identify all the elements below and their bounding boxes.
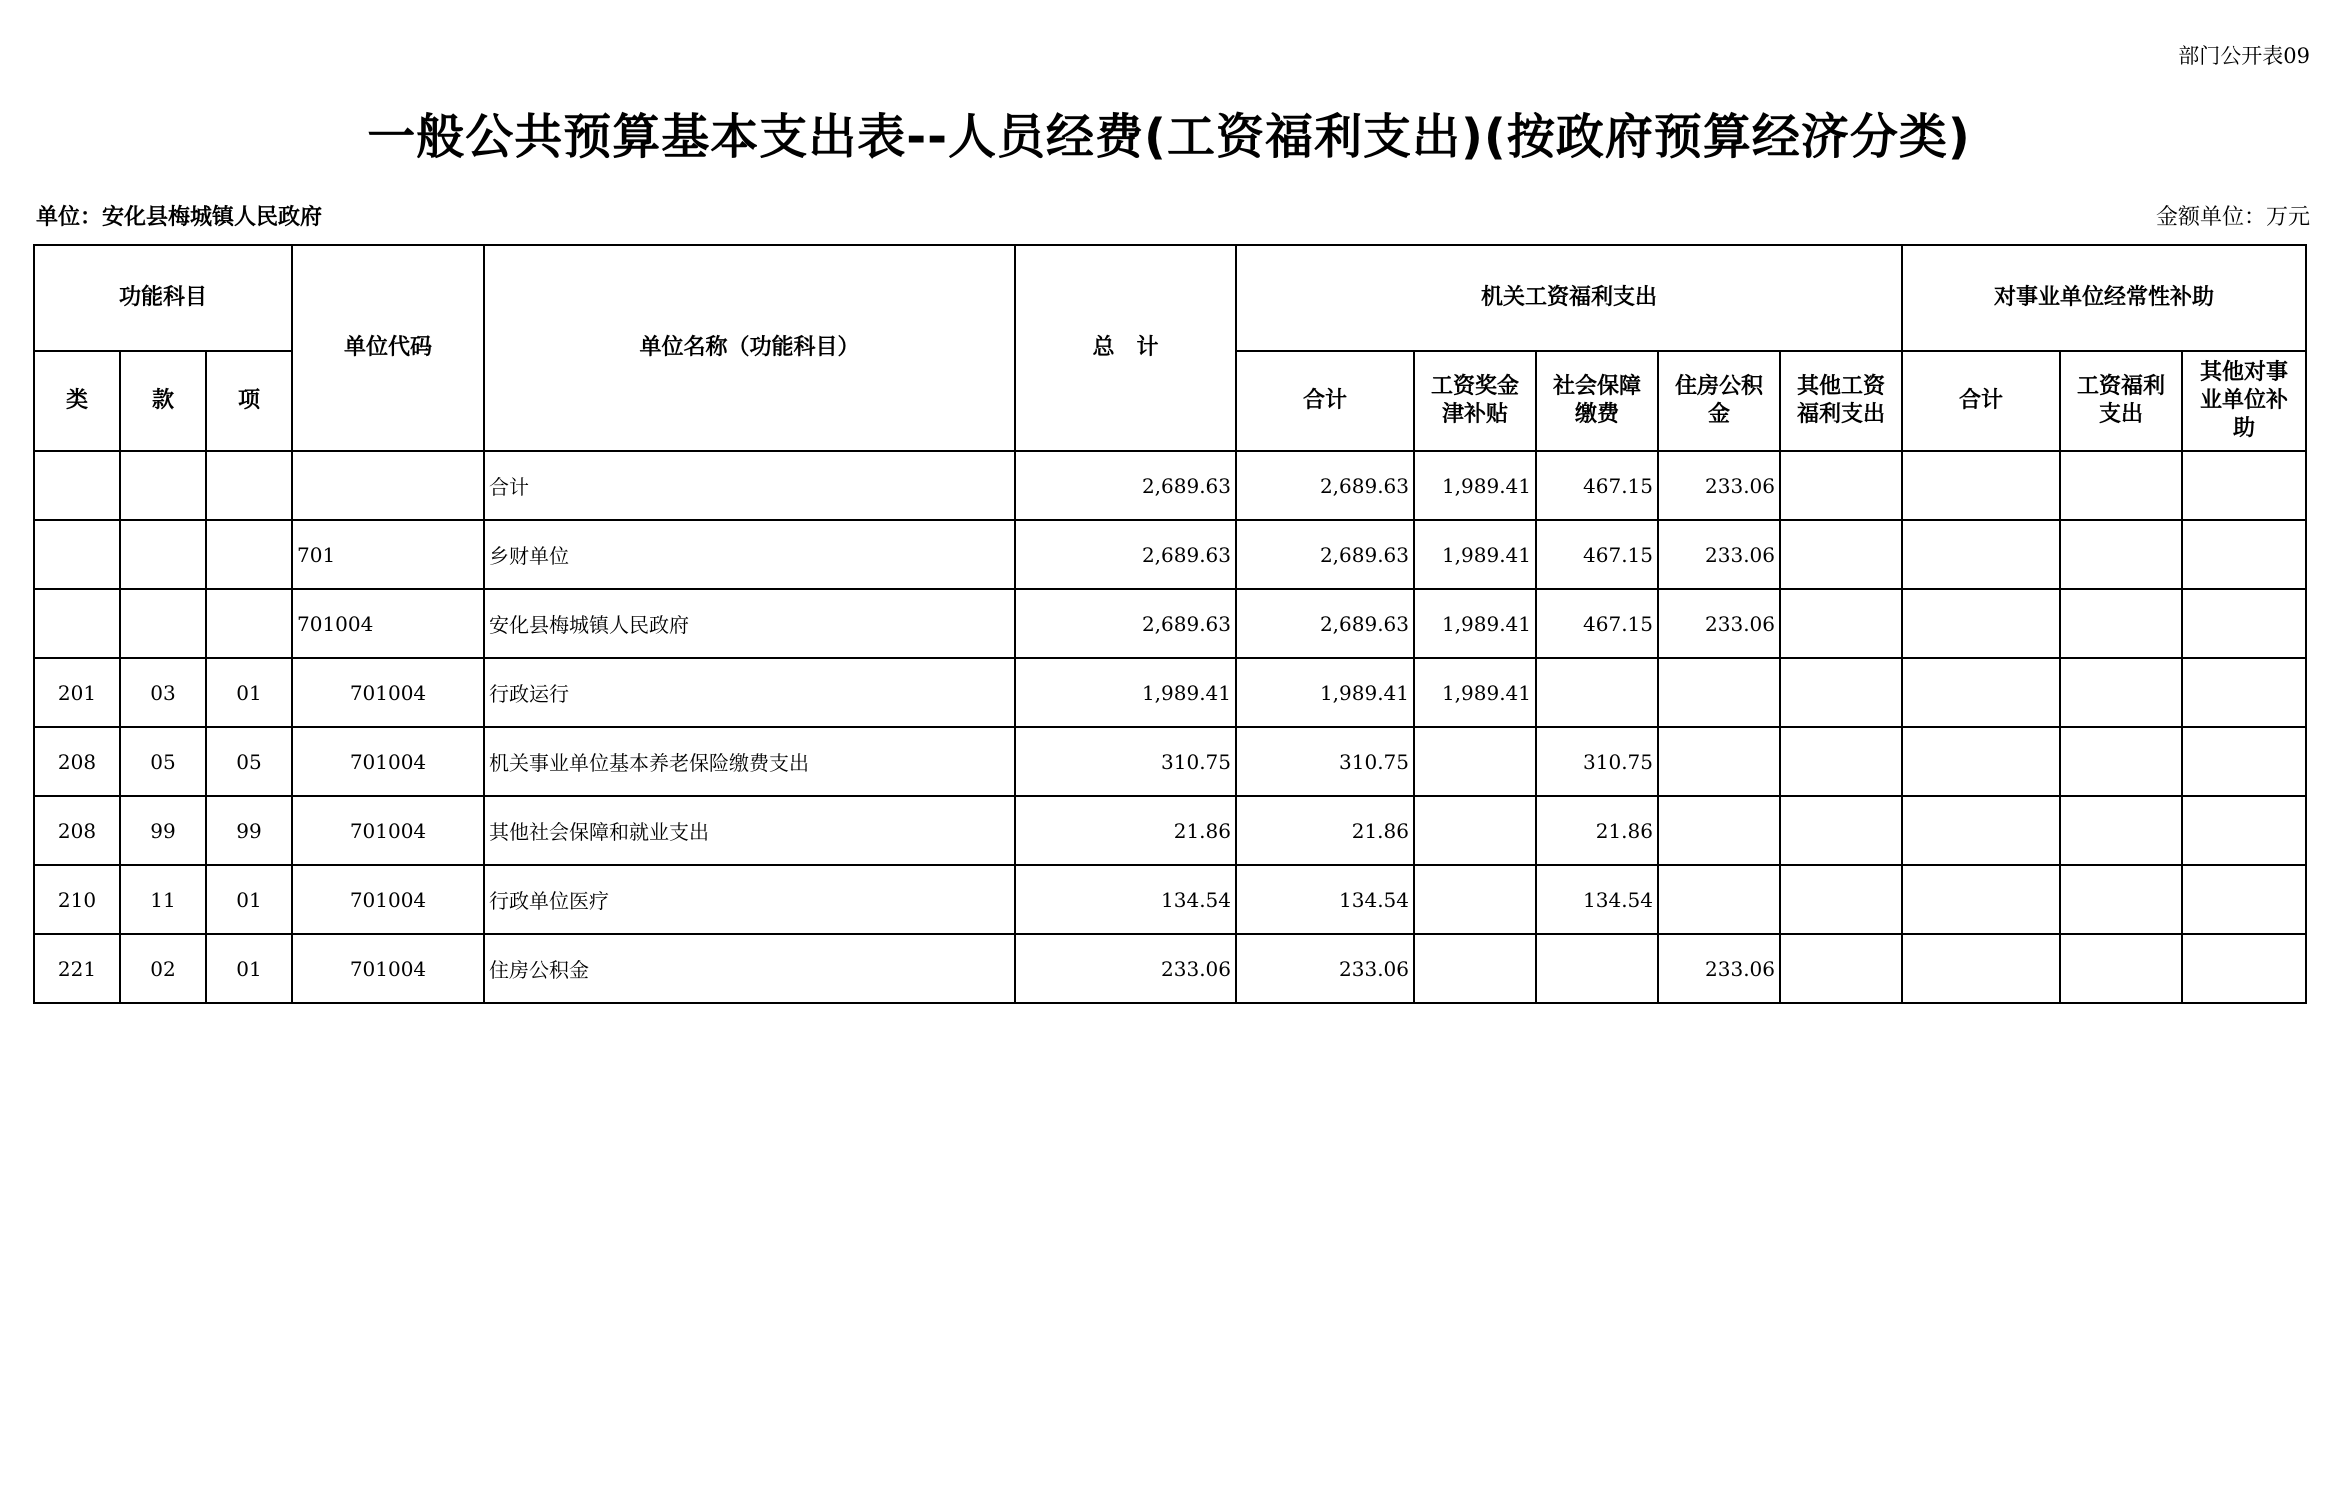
cell-jg-housing <box>1658 865 1780 934</box>
table-row <box>34 934 2306 1003</box>
cell-sy-wage <box>2060 727 2182 796</box>
cell-code: 701004 <box>292 727 484 796</box>
cell-jg-other <box>1780 865 1902 934</box>
cell-name: 乡财单位 <box>484 520 1015 589</box>
cell-xiang: 99 <box>206 796 292 865</box>
unit-line <box>36 200 322 231</box>
cell-lei: 210 <box>34 865 120 934</box>
cell-lei: 208 <box>34 727 120 796</box>
cell-sy-other <box>2182 589 2306 658</box>
cell-jg-other <box>1780 727 1902 796</box>
cell-code <box>292 451 484 520</box>
cell-jg-social: 134.54 <box>1536 865 1658 934</box>
cell-sy-wage <box>2060 589 2182 658</box>
header-kuan: 款 <box>120 351 206 451</box>
cell-sy-total <box>1902 934 2060 1003</box>
header-sy-wage: 工资福利支出 <box>2060 351 2182 451</box>
cell-jg-total: 233.06 <box>1236 934 1414 1003</box>
cell-name: 安化县梅城镇人民政府 <box>484 589 1015 658</box>
header-sy-total: 合计 <box>1902 351 2060 451</box>
table-row <box>34 796 2306 865</box>
cell-total: 1,989.41 <box>1015 658 1236 727</box>
unit-label: 单位： <box>36 205 103 230</box>
cell-jg-other <box>1780 589 1902 658</box>
cell-total: 2,689.63 <box>1015 451 1236 520</box>
cell-jg-total: 2,689.63 <box>1236 520 1414 589</box>
budget-table <box>33 244 2307 1004</box>
cell-jg-social: 467.15 <box>1536 451 1658 520</box>
cell-sy-total <box>1902 796 2060 865</box>
cell-total: 233.06 <box>1015 934 1236 1003</box>
cell-xiang: 01 <box>206 865 292 934</box>
form-number: 部门公开表09 <box>2178 44 2310 68</box>
cell-xiang: 01 <box>206 658 292 727</box>
cell-jg-other <box>1780 451 1902 520</box>
cell-name: 机关事业单位基本养老保险缴费支出 <box>484 727 1015 796</box>
cell-sy-other <box>2182 658 2306 727</box>
header-jg-wage: 工资奖金津补贴 <box>1414 351 1536 451</box>
header-lei: 类 <box>34 351 120 451</box>
header-unit-name: 单位名称（功能科目） <box>484 245 1015 451</box>
cell-jg-housing: 233.06 <box>1658 451 1780 520</box>
cell-lei <box>34 520 120 589</box>
cell-xiang: 05 <box>206 727 292 796</box>
cell-sy-total <box>1902 451 2060 520</box>
unit-name: 安化县梅城镇人民政府 <box>102 205 323 230</box>
cell-kuan: 99 <box>120 796 206 865</box>
cell-sy-wage <box>2060 865 2182 934</box>
header-jg-total: 合计 <box>1236 351 1414 451</box>
cell-sy-wage <box>2060 934 2182 1003</box>
cell-name: 其他社会保障和就业支出 <box>484 796 1015 865</box>
cell-jg-social: 310.75 <box>1536 727 1658 796</box>
cell-jg-housing: 233.06 <box>1658 520 1780 589</box>
cell-jg-housing <box>1658 658 1780 727</box>
cell-sy-total <box>1902 520 2060 589</box>
cell-jg-wage: 1,989.41 <box>1414 520 1536 589</box>
cell-jg-other <box>1780 796 1902 865</box>
cell-total: 2,689.63 <box>1015 520 1236 589</box>
cell-lei: 208 <box>34 796 120 865</box>
cell-jg-wage: 1,989.41 <box>1414 589 1536 658</box>
header-sy-other: 其他对事业单位补助 <box>2182 351 2306 451</box>
cell-jg-wage <box>1414 934 1536 1003</box>
page-title: 一般公共预算基本支出表--人员经费(工资福利支出)(按政府预算经济分类) <box>367 109 1971 165</box>
cell-code: 701004 <box>292 934 484 1003</box>
header-shiye: 对事业单位经常性补助 <box>1902 245 2306 351</box>
cell-sy-wage <box>2060 520 2182 589</box>
table-row <box>34 865 2306 934</box>
cell-sy-wage <box>2060 658 2182 727</box>
cell-jg-total: 134.54 <box>1236 865 1414 934</box>
header-unit-code: 单位代码 <box>292 245 484 451</box>
table-row <box>34 451 2306 520</box>
cell-jg-social <box>1536 658 1658 727</box>
cell-jg-total: 310.75 <box>1236 727 1414 796</box>
cell-kuan: 02 <box>120 934 206 1003</box>
cell-sy-wage <box>2060 451 2182 520</box>
cell-jg-housing: 233.06 <box>1658 589 1780 658</box>
cell-name: 住房公积金 <box>484 934 1015 1003</box>
cell-sy-total <box>1902 589 2060 658</box>
cell-jg-total: 2,689.63 <box>1236 589 1414 658</box>
cell-jg-wage: 1,989.41 <box>1414 451 1536 520</box>
cell-sy-other <box>2182 796 2306 865</box>
cell-lei <box>34 451 120 520</box>
cell-sy-total <box>1902 865 2060 934</box>
cell-jg-total: 2,689.63 <box>1236 451 1414 520</box>
cell-sy-total <box>1902 727 2060 796</box>
cell-lei: 201 <box>34 658 120 727</box>
cell-name: 行政运行 <box>484 658 1015 727</box>
cell-xiang: 01 <box>206 934 292 1003</box>
cell-kuan: 11 <box>120 865 206 934</box>
cell-sy-other <box>2182 451 2306 520</box>
cell-jg-wage <box>1414 796 1536 865</box>
cell-sy-other <box>2182 865 2306 934</box>
cell-jg-housing <box>1658 796 1780 865</box>
cell-sy-other <box>2182 727 2306 796</box>
cell-kuan: 05 <box>120 727 206 796</box>
header-total: 总 计 <box>1015 245 1236 451</box>
cell-kuan <box>120 589 206 658</box>
cell-jg-other <box>1780 520 1902 589</box>
cell-jg-social: 467.15 <box>1536 589 1658 658</box>
money-unit: 金额单位：万元 <box>2155 205 2310 230</box>
cell-jg-social: 467.15 <box>1536 520 1658 589</box>
cell-jg-housing: 233.06 <box>1658 934 1780 1003</box>
cell-sy-wage <box>2060 796 2182 865</box>
cell-code: 701004 <box>292 589 484 658</box>
cell-sy-other <box>2182 934 2306 1003</box>
cell-jg-social <box>1536 934 1658 1003</box>
cell-total: 21.86 <box>1015 796 1236 865</box>
cell-jg-wage <box>1414 865 1536 934</box>
cell-kuan <box>120 451 206 520</box>
header-jg-housing: 住房公积金 <box>1658 351 1780 451</box>
cell-jg-total: 21.86 <box>1236 796 1414 865</box>
header-jg-other: 其他工资福利支出 <box>1780 351 1902 451</box>
header-jg-social: 社会保障缴费 <box>1536 351 1658 451</box>
table-row <box>34 658 2306 727</box>
header-row-1 <box>34 245 2306 351</box>
cell-jg-other <box>1780 934 1902 1003</box>
cell-xiang <box>206 451 292 520</box>
cell-xiang <box>206 589 292 658</box>
cell-name: 合计 <box>484 451 1015 520</box>
cell-total: 2,689.63 <box>1015 589 1236 658</box>
cell-jg-wage <box>1414 727 1536 796</box>
cell-jg-wage: 1,989.41 <box>1414 658 1536 727</box>
header-xiang: 项 <box>206 351 292 451</box>
cell-total: 134.54 <box>1015 865 1236 934</box>
cell-sy-total <box>1902 658 2060 727</box>
cell-total: 310.75 <box>1015 727 1236 796</box>
cell-code: 701004 <box>292 658 484 727</box>
cell-jg-housing <box>1658 727 1780 796</box>
cell-code: 701 <box>292 520 484 589</box>
cell-sy-other <box>2182 520 2306 589</box>
cell-code: 701004 <box>292 796 484 865</box>
cell-xiang <box>206 520 292 589</box>
cell-lei: 221 <box>34 934 120 1003</box>
cell-jg-social: 21.86 <box>1536 796 1658 865</box>
cell-kuan: 03 <box>120 658 206 727</box>
cell-code: 701004 <box>292 865 484 934</box>
table-row <box>34 520 2306 589</box>
header-jiguan: 机关工资福利支出 <box>1236 245 1902 351</box>
cell-jg-other <box>1780 658 1902 727</box>
header-func: 功能科目 <box>34 245 292 351</box>
cell-name: 行政单位医疗 <box>484 865 1015 934</box>
cell-lei <box>34 589 120 658</box>
table-row <box>34 589 2306 658</box>
table-row <box>34 727 2306 796</box>
cell-kuan <box>120 520 206 589</box>
cell-jg-total: 1,989.41 <box>1236 658 1414 727</box>
